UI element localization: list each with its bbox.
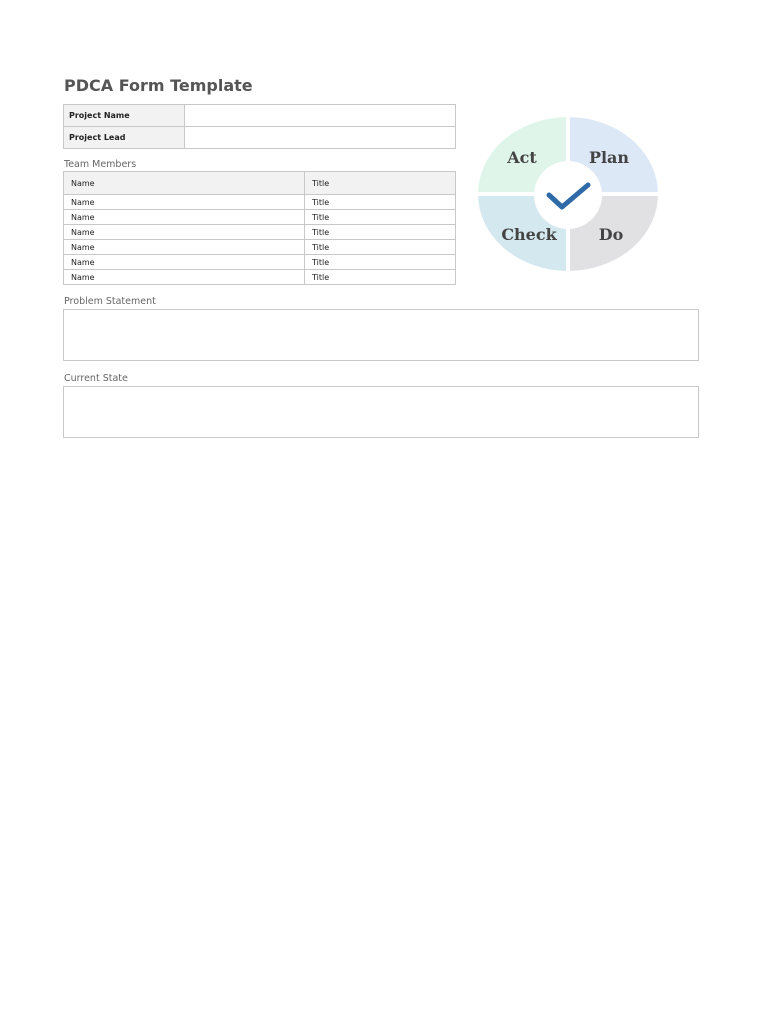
project-lead-label: Project Lead [64, 127, 185, 149]
pdca-cycle-diagram [476, 115, 660, 273]
member-title-cell[interactable]: Title [305, 255, 456, 270]
table-row [64, 195, 456, 210]
page-title: PDCA Form Template [64, 76, 253, 95]
do-label: Do [598, 225, 624, 244]
project-name-label: Project Name [64, 105, 185, 127]
team-header-row [64, 172, 456, 195]
problem-statement-label: Problem Statement [64, 296, 156, 307]
table-row [64, 270, 456, 285]
current-state-field[interactable] [63, 386, 699, 438]
plan-label: Plan [588, 148, 630, 167]
team-header-title: Title [305, 172, 456, 195]
table-row [64, 255, 456, 270]
member-title-cell[interactable]: Title [305, 240, 456, 255]
member-name-cell[interactable]: Name [64, 195, 305, 210]
member-title-cell[interactable]: Title [305, 210, 456, 225]
member-name-cell[interactable]: Name [64, 270, 305, 285]
project-name-field[interactable] [185, 105, 456, 127]
member-name-cell[interactable]: Name [64, 225, 305, 240]
current-state-label: Current State [64, 373, 128, 384]
member-title-cell[interactable]: Title [305, 270, 456, 285]
member-title-cell[interactable]: Title [305, 225, 456, 240]
table-row [64, 225, 456, 240]
project-name-row [64, 105, 456, 127]
center-circle [534, 161, 602, 229]
project-info-table [63, 104, 456, 149]
table-row [64, 210, 456, 225]
check-label: Check [501, 225, 557, 244]
problem-statement-field[interactable] [63, 309, 699, 361]
member-name-cell[interactable]: Name [64, 255, 305, 270]
project-lead-field[interactable] [185, 127, 456, 149]
table-row [64, 240, 456, 255]
act-label: Act [507, 148, 537, 167]
member-title-cell[interactable]: Title [305, 195, 456, 210]
team-members-table [63, 171, 456, 285]
project-lead-row [64, 127, 456, 149]
member-name-cell[interactable]: Name [64, 240, 305, 255]
member-name-cell[interactable]: Name [64, 210, 305, 225]
team-header-name: Name [64, 172, 305, 195]
team-members-label: Team Members [64, 159, 137, 170]
